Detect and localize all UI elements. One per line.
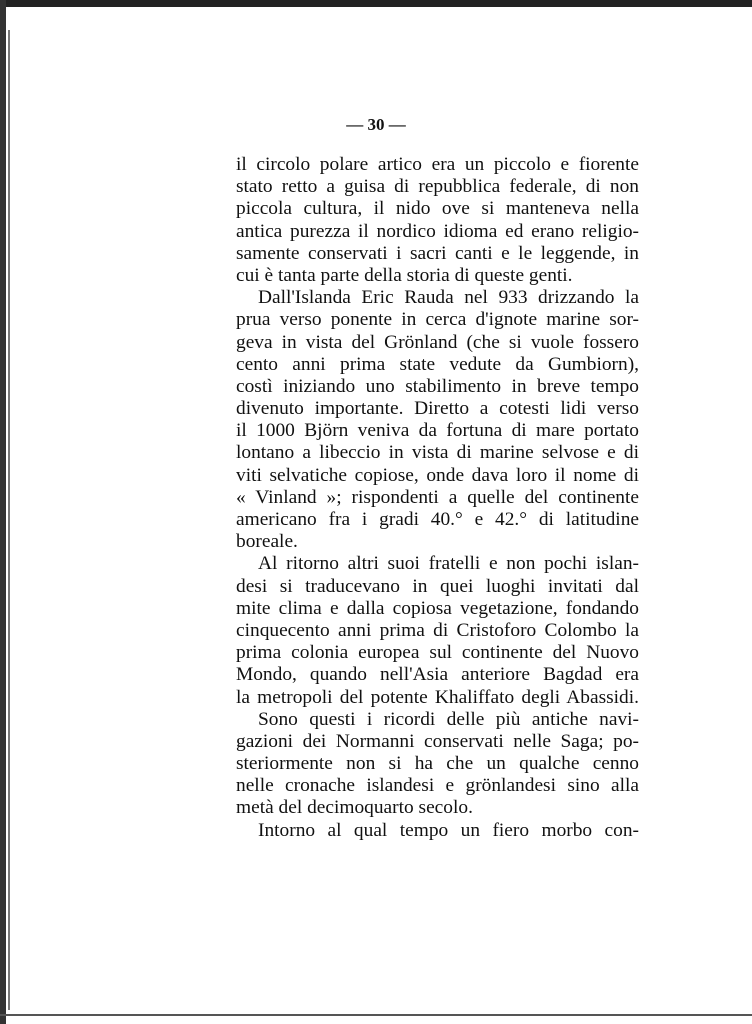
text-line: boreale. — [236, 531, 298, 553]
text-line: Al ritorno altri suoi fratelli e non pochi islan- — [258, 553, 639, 575]
text-line: viti selvatiche copiose, onde dava loro il nome di — [236, 464, 639, 486]
scan-edge-top — [0, 0, 752, 7]
text-line: Intorno al qual tempo un fiero morbo con- — [258, 819, 639, 841]
scan-edge-bottom — [0, 1014, 752, 1016]
text-line: geva in vista del Grönland (che si vuole fossero — [236, 331, 639, 353]
text-line: prua verso ponente in cerca d'ignote marine sor- — [236, 309, 639, 331]
scan-edge-left — [0, 0, 6, 1024]
text-line: metà del decimoquarto secolo. — [236, 797, 473, 819]
scan-edge-left-inner — [8, 30, 10, 1010]
body-text — [236, 154, 639, 842]
text-line: steriormente non si ha che un qualche cenno — [236, 753, 639, 775]
text-line: americano fra i gradi 40.° e 42.° di latitudine — [236, 509, 639, 530]
text-line: antica purezza il nordico idioma ed erano religio- — [236, 220, 639, 242]
text-line: costì iniziando uno stabilimento in breve tempo — [236, 375, 639, 397]
text-line: Sono questi i ricordi delle più antiche navi- — [258, 708, 639, 730]
text-line: stato retto a guisa di repubblica federale, di non — [236, 176, 639, 198]
text-line: Dall'Islanda Eric Rauda nel 933 drizzando la — [258, 287, 639, 309]
text-line: desi si traducevano in quei luoghi invitati dal — [236, 575, 639, 597]
text-line: cinquecento anni prima di Cristoforo Colombo la — [236, 619, 639, 641]
text-line: piccola cultura, il nido ove si manteneva nella — [236, 198, 639, 220]
text-line: la metropoli del potente Khaliffato degli Abassidi. — [236, 686, 639, 708]
text-line: mite clima e dalla copiosa vegetazione, fondando — [236, 597, 639, 619]
page-number: — 30 — — [346, 115, 406, 134]
text-line: il circolo polare artico era un piccolo e fiorente — [236, 154, 639, 175]
text-line: « Vinland »; rispondenti a quelle del continente — [236, 486, 639, 508]
text-line: cento anni prima state vedute da Gumbiorn), — [236, 353, 639, 375]
text-line: nelle cronache islandesi e grönlandesi sino alla — [236, 775, 639, 797]
text-line: Mondo, quando nell'Asia anteriore Bagdad era — [236, 664, 639, 686]
text-line: divenuto importante. Diretto a cotesti lidi verso — [236, 398, 639, 420]
text-line: il 1000 Björn veniva da fortuna di mare portato — [236, 420, 639, 442]
text-line: gazioni dei Normanni conservati nelle Saga; po- — [236, 730, 639, 752]
text-line: prima colonia europea sul continente del Nuovo — [236, 642, 639, 664]
text-line: cui è tanta parte della storia di queste genti. — [236, 264, 573, 286]
text-line: lontano a libeccio in vista di marine selvose e di — [236, 442, 639, 464]
text-line: samente conservati i sacri canti e le leggende, in — [236, 242, 639, 264]
